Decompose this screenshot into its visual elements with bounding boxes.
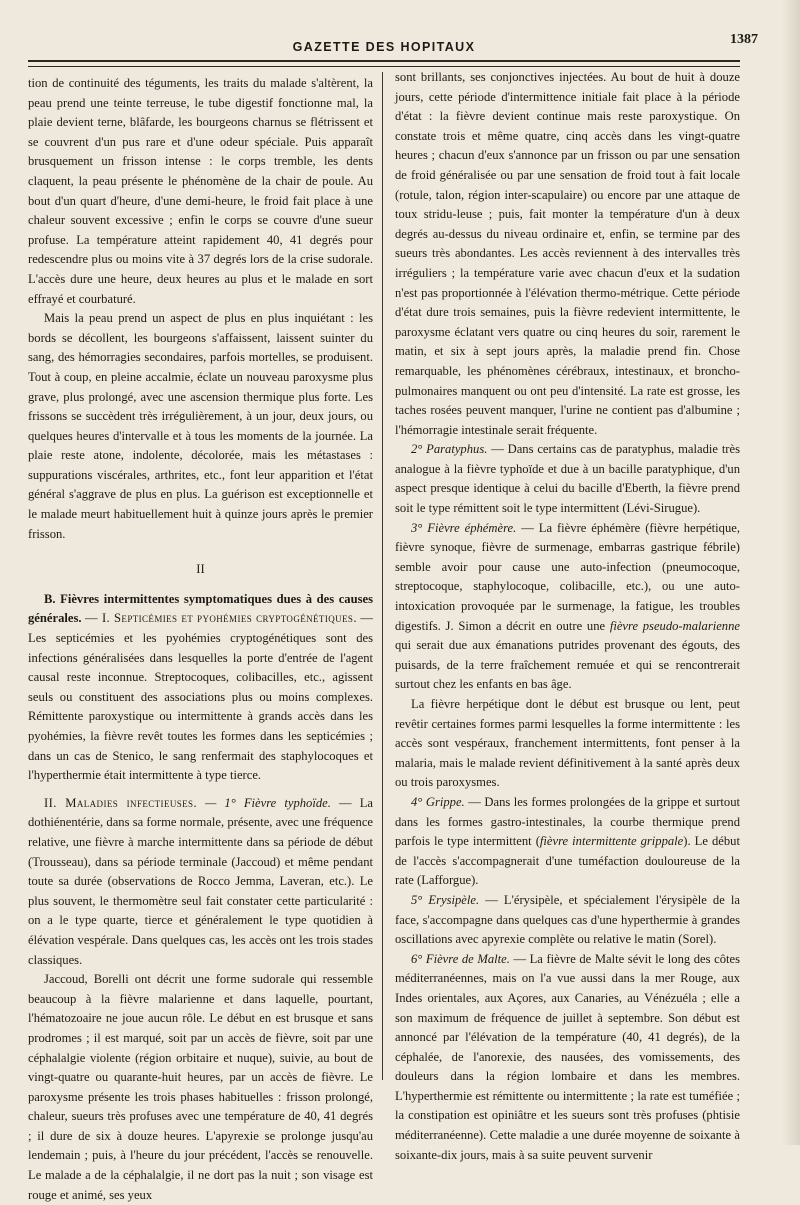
subsection-text: — La dothiénentérie, dans sa forme normale, présente, avec une fréquence relative, une fièvre à marche intermittente dans sa période de début (Trousseau), dans sa période terminale (Jaccoud) et même pendant toute sa durée (observations de Rocco Jemma, Laveran, etc.). Le plus souvent, le thermomètre seul fait constater cette particularité : on a le type quarte, tierce et généralement le type quotidien à élévation vespérale. Dans quelques cas, les accès ont les trois stades classiques. — [28, 795, 373, 967]
item-text: — Dans certains cas de paratyphus, maladie très analogue à la fièvre typhoïde et due à un bacille paratyphique, d'un aspect presque identique à celui du bacille d'Eberth, la fièvre prend soit le type rémittent soit le type intermittent (Lévi-Sirugue). — [395, 442, 740, 516]
section-number: II — [196, 562, 205, 577]
item-text: ). Le début de l'accès s'accompagnerait d'une tuméfaction douloureuse de la rate (Lafforgue). — [395, 834, 740, 888]
item-paragraph — [395, 891, 740, 950]
paragraph: tion de continuité des téguments, les traits du malade s'altèrent, la peau prend une teinte terreuse, le tube digestif fonctionne mal, la plaie devient terne, blâfarde, les bourgeons charnus se flétrissent et se couvrent d'un pus rare et d'une odeur spéciale. Puis apparaît brusquement un frisson intense : le corps tremble, les dents claquent, la peau présente le phénomène de la chair de poule. Au bout d'un quart d'heure, d'une demi-heure, le froid fait place à une chaleur souvent excessive ; enfin le corps se couvre d'une sueur profuse. La température atteint rapidement 40, 41 degrés pour redescendre plus ou moins vite à 37 degrés lors de la crise sudorale. L'accès dure une heure, deux heures au plus et le malade en sort effrayé et courbaturé. — [28, 76, 373, 306]
subsection-text: — Les septicémies et les pyohémies cryptogénétiques sont des infections généralisées dans lesquelles la porte d'entrée de l'agent causal reste inconnue. Streptocoques, colibacilles, etc., agissent seuls ou constituent des associations plus ou moins complexes. Rémittente paroxystique ou intermittente à grands accès dans les pyohémies, la fièvre revêt toutes les formes dans les septicémies ; dans un cas de Stenico, le sang renfermait des staphylocoques et l'hyperthermie était intermittente à type tierce. — [28, 611, 373, 783]
italic-term: fièvre intermittente grippale — [539, 834, 684, 849]
subsection-label: II. Maladies infectieuses. — [44, 795, 197, 810]
item-label: 2° Paratyphus. — [411, 442, 488, 457]
subsection-paragraph — [28, 794, 373, 970]
journal-title: GAZETTE DES HOPITAUX — [292, 40, 476, 54]
paragraph: La fièvre herpétique dont le début est brusque ou lent, peut revêtir certaines formes parmi lesquelles la forme intermittente : les accès sont vespéraux, franchement intermittents, font penser à la malaria, mais le malade revient définitivement à la santé après deux ou trois paroxysmes. — [395, 697, 740, 790]
item-paragraph — [395, 793, 740, 891]
item-paragraph — [395, 440, 740, 518]
left-column — [28, 74, 373, 1205]
paragraph: sont brillants, ses conjonctives injectées. Au bout de huit à douze jours, cette période d'intermittence initiale fait place à la période d'état : la fièvre devient continue mais reste paroxystique. On constate trois et même quatre, cinq accès dans les vingt-quatre heures ; chacun d'eux s'annonce par un frisson ou par une sensation de froid généralisée ou par une sensation de froid tout à fait locale (rotule, talon, région inter-scapulaire) ou encore par une attaque de toux stridu-leuse ; puis, fait monter la température d'un à deux degrés au-dessus du niveau ordinaire et, enfin, se termine par des sueurs très abondantes. Les accès reviennent à des intervalles très irréguliers ; la température varie avec chacun d'eux et la sudation n'est pas proportionnée à l'élévation thermo-métrique. Cette période d'état dure trois semaines, puis la fièvre redevient intermittente, le paroxysme éclatant vers quatre ou cinq heures du soir, rarement le matin, et six à sept jours après, la maladie prend fin. Chose remarquable, les phénomènes cérébraux, intestinaux, et broncho-pulmonaires manquent ou ont peu d'intensité. La rate est grosse, les taches rosées peuvent manquer, l'urine ne contient pas d'albumine ; l'hémorragie intestinale serait fréquente. — [395, 70, 740, 437]
item-paragraph — [395, 950, 740, 1166]
right-column — [395, 68, 740, 1165]
paragraph: Jaccoud, Borelli ont décrit une forme sudorale qui ressemble beaucoup à la fièvre malarienne et dans laquelle, pourtant, l'hématozoaire ne joue aucun rôle. Le début en est brusque et sans prodromes ; il est marqué, soit par un accès de fièvre, soit par une céphalalgie violente (région orbitaire et nuque), suivie, au bout de vingt-quatre ou quarante-huit heures, par un accès de fièvre. Le paroxysme présente les trois phases habituelles : frisson prolongé, chaleur, sueurs très profuses avec une température de 40, 41 degrés ; il dure de six à douze heures. L'apyrexie se prolonge jusqu'au lendemain ; puis, à l'heure du jour précédent, l'accès se renouvelle. Le malade a de la céphalalgie, il ne dort pas la nuit ; son visage est rouge et animé, ses yeux — [28, 972, 373, 1202]
item-label: — 1° Fièvre typhoïde. — [205, 795, 331, 810]
item-text: — La fièvre éphémère (fièvre herpétique, fièvre synoque, fièvre de surmenage, embarras gastrique fébrile) semble avoir pour cause une auto-infection (pneumocoque, streptocoque, staphylocoque, colibacille, etc.), ou une auto-intoxication provoquée par le surmenage, la fatigue, les troubles digestifs. J. Simon a décrit en outre une — [395, 520, 740, 633]
page-edge-shadow — [782, 0, 800, 1145]
italic-term: fièvre pseudo-malarienne — [609, 618, 740, 633]
item-label: 5° Erysipèle. — [411, 892, 480, 907]
item-text: — Dans les formes prolongées de la grippe et surtout dans les formes gastro-intestinales, la courbe thermique prend parfois le type intermittent ( — [395, 794, 740, 849]
header-rule-thin — [28, 66, 740, 67]
section-title: B. Fièvres intermittentes symptomatiques dues à des causes générales. — [28, 591, 373, 626]
item-text: — L'érysipèle, et spécialement l'érysipèle de la face, s'accompagne dans quelques cas d'une hyperthermie à grandes oscillations avec apyrexie complète ou relative le matin (Sorel). — [395, 892, 740, 947]
page-number: 1387 — [730, 32, 758, 47]
item-label: 4° Grippe. — [411, 794, 465, 809]
item-label: 6° Fièvre de Malte. — [411, 951, 510, 966]
subsection-label: — I. Septicémies et pyohémies cryptogénétiques. — [85, 611, 357, 626]
item-text: qui serait due aux émanations putrides provenant des égouts, des puisards, de la terre fraîchement remuée et qui se rencontrerait surtout chez les enfants en bas âge. — [395, 638, 740, 692]
header-rule-thick — [28, 60, 740, 62]
paragraph: Mais la peau prend un aspect de plus en plus inquiétant : les bords se décollent, les bourgeons s'affaissent, laissent suinter du sang, des hémorragies secondaires, parfois mortelles, se produisent. Tout à coup, en pleine accalmie, éclate un nouveau paroxysme plus grave, plus prolongé, avec une ascension thermique plus forte. Les frissons se succèdent très irrégulièrement, à un jour, deux jours, ou quelques heures d'intervalle et à tous les moments de la journée. La plaie reste atone, indolente, décolorée, mais les métastases : suppurations viscérales, arthrites, etc., font leur apparition et l'état général s'aggrave de plus en plus. La guérison est exceptionnelle et le malade meurt habituellement huit à quinze jours après le premier frisson. — [28, 311, 373, 541]
section-heading-paragraph — [28, 590, 373, 786]
item-label: 3° Fièvre éphémère. — [411, 520, 517, 535]
item-text: — La fièvre de Malte sévit le long des côtes méditerranéennes, mais on l'a vue aussi dans la mer Rouge, aux Indes orientales, aux Açores, aux Canaries, au Vénézuéla ; elle a son maximum de fréquence de juillet à septembre. Son début est annoncé par l'élévation de la température (40, 41 degrés), de la céphalée, de l'anorexie, des nausées, des vomissements, des douleurs dans la région lombaire et dans les membres. L'hyperthermie est rémittente ou intermittente ; la rate est tuméfiée ; la constipation est opiniâtre et les sueurs sont très profuses (phtisie méditerranéenne). Cette maladie a une durée moyenne de soixante à soixante-dix jours, mais à sa suite peuvent survenir — [395, 951, 740, 1162]
item-paragraph — [395, 519, 740, 695]
column-separator — [382, 72, 383, 1080]
